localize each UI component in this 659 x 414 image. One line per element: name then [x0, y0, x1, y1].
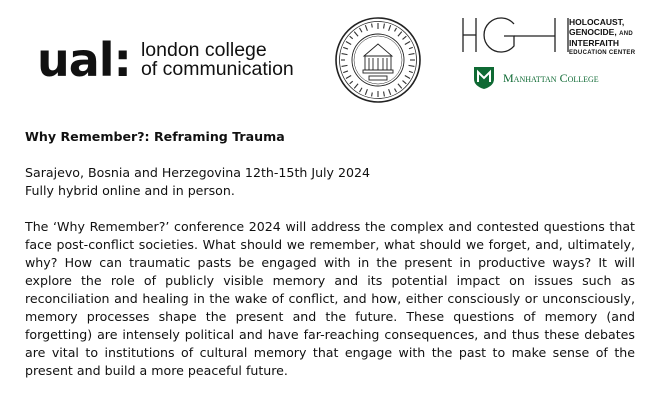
manhattan-college-logo — [473, 66, 599, 90]
manhattan-college-shield-icon — [473, 66, 495, 90]
ual-logo-text — [141, 41, 294, 79]
hgh-line4: EDUCATION CENTER — [569, 49, 636, 56]
ual-logo-line2: of communication — [140, 58, 294, 80]
conference-description: The ‘Why Remember?’ conference 2024 will address the complex and contested questions that face post-conflict societies. What should we remember, what should we forget, and, ultimately, why? How can traumatic pasts be engaged with in the present in productive ways? It will explore the role of publicly visible memory and its potential impact on issues such as reconciliation and healing in the wake of conflict, and how, either consciously or unconsciously, memory processes shape the present and the future. These questions of memory (and forgetting) are intensely political and have far-reaching consequences, and thus these debates are vital to institutions of cultural memory that engage with the past to make sense of the present and build a more peaceful future. — [25, 219, 635, 378]
ual-logo-line1: london college — [140, 39, 267, 61]
hgh-logo-text — [569, 18, 635, 58]
university-seal-icon — [334, 16, 422, 104]
hgh-line2-and: AND — [619, 30, 633, 37]
hgh-line2: GENOCIDE, — [569, 26, 617, 37]
hgh-line3: INTERFAITH — [569, 38, 620, 49]
location-dates: Sarajevo, Bosnia and Herzegovina 12th-15th July 2024 — [25, 165, 371, 180]
document-body — [25, 128, 635, 380]
manhattan-college-label: Manhattan College — [503, 70, 599, 85]
hgh-line1: HOLOCAUST, — [569, 17, 625, 27]
ual-logo — [37, 33, 294, 87]
document-title: Why Remember?: Reframing Trauma — [25, 129, 285, 144]
ual-logo-mark: ual: — [37, 33, 131, 87]
event-format: Fully hybrid online and in person. — [25, 183, 235, 198]
